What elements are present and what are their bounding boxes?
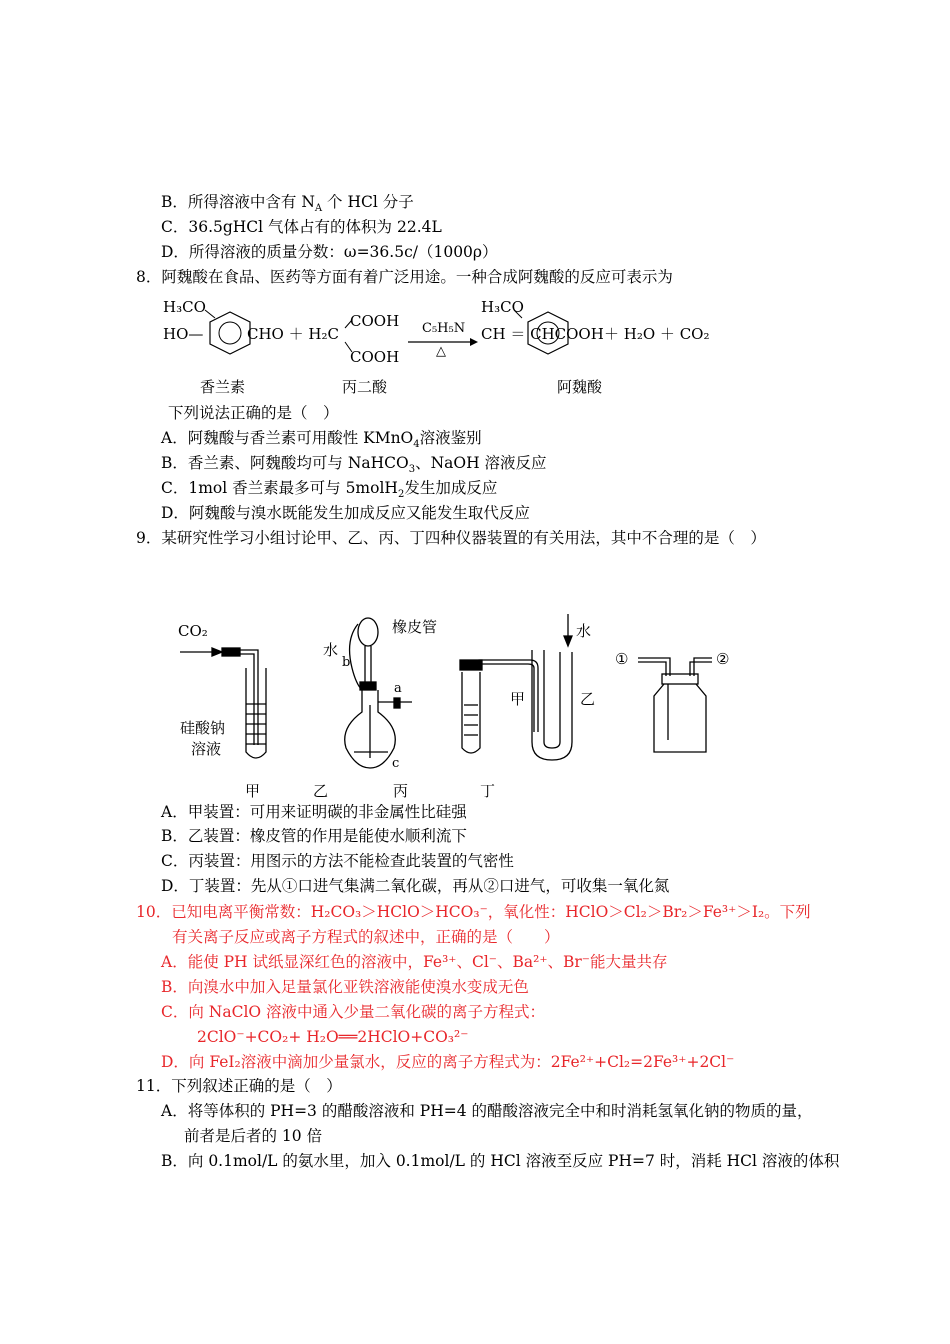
label-jia-inner: 甲 — [510, 690, 526, 708]
q8-option-c: C．1mol 香兰素最多可与 5molH$_2$发生加成反应 — [161, 479, 498, 501]
vanillin-ho: HO— — [163, 325, 204, 343]
label-port-2: ② — [716, 650, 730, 668]
q10-option-c: C．向 NaClO 溶液中通入少量二氧化碳的离子方程式： — [161, 1003, 546, 1021]
label-port-1: ① — [615, 650, 629, 668]
q11-option-a-line1: A．将等体积的 PH=3 的醋酸溶液和 PH=4 的醋酸溶液完全中和时消耗氢氧化钠的物质的量， — [161, 1102, 813, 1120]
q10-stem-line1: 10．已知电离平衡常数：H₂CO₃＞HClO＞HCO₃⁻，氧化性：HClO＞Cl₂＞Br₂＞Fe³⁺＞I₂。下列 — [136, 903, 811, 921]
caption-yi: 乙 — [313, 782, 329, 800]
q9-stem: 9．某研究性学习小组讨论甲、乙、丙、丁四种仪器装置的有关用法，其中不合理的是（ ） — [136, 529, 766, 547]
caption-ding: 丁 — [480, 782, 496, 800]
q10-option-d: D．向 FeI₂溶液中滴加少量氯水，反应的离子方程式为：2Fe²⁺+Cl₂=2Fe³⁺+2Cl⁻ — [161, 1053, 735, 1071]
ferulic-h3co: H₃CO — [481, 298, 524, 316]
q11-option-a-line2: 前者是后者的 10 倍 — [184, 1127, 323, 1145]
label-water: 水 — [323, 641, 339, 659]
label-b: b — [342, 655, 351, 670]
vanillin-h3co: H₃CO — [163, 298, 206, 316]
q9-option-c: C．丙装置：用图示的方法不能检查此装置的气密性 — [161, 852, 514, 870]
label-water-2: 水 — [576, 622, 592, 640]
malonic-cooh-top: COOH — [350, 312, 400, 330]
q8-option-a: A．阿魏酸与香兰素可用酸性 KMnO$_4$溶液鉴别 — [161, 429, 482, 451]
malonic-cooh-bottom: COOH — [350, 348, 400, 366]
label-rubber-tube: 橡皮管 — [392, 618, 438, 636]
caption-jia: 甲 — [245, 782, 261, 800]
q10-option-c-equation: 2ClO⁻+CO₂+ H₂O══2HClO+CO₃²⁻ — [197, 1028, 469, 1046]
q9-option-b: B．乙装置：橡皮管的作用是能使水顺利流下 — [161, 827, 467, 845]
label-a: a — [394, 681, 402, 696]
q7-option-b: B．所得溶液中含有 $N_A$ 个 HCl 分子 — [161, 193, 414, 215]
q9-option-a: A．甲装置：可用来证明碳的非金属性比硅强 — [161, 803, 467, 821]
label-c: c — [392, 756, 400, 771]
label-co2: CO₂ — [178, 622, 208, 640]
ferulic-chain: CH ＝ CHCOOH — [481, 325, 604, 343]
caption-bing: 丙 — [393, 782, 409, 800]
heat-symbol: △ — [436, 344, 446, 359]
vanillin-cho: CHO ＋ H₂C — [247, 325, 339, 343]
q8-option-d: D．阿魏酸与溴水既能发生加成反应又能发生取代反应 — [161, 504, 530, 522]
q10-stem-line2: 有关离子反应或离子方程式的叙述中，正确的是（ ） — [172, 928, 560, 946]
byproducts: ＋ H₂O ＋ CO₂ — [604, 325, 710, 343]
reagent-label: C₅H₅N — [422, 321, 466, 336]
label-silicate: 硅酸钠 — [180, 719, 226, 737]
name-malonic: 丙二酸 — [342, 378, 388, 396]
q7-option-c: C．36.5gHCl 气体占有的体积为 22.4L — [161, 218, 442, 236]
q11-stem: 11．下列叙述正确的是（ ） — [136, 1077, 342, 1095]
q10-option-b: B．向溴水中加入足量氯化亚铁溶液能使溴水变成无色 — [161, 978, 529, 996]
q8-ask: 下列说法正确的是（ ） — [168, 404, 339, 422]
q8-option-b: B．香兰素、阿魏酸均可与 NaHCO$_3$、NaOH 溶液反应 — [161, 454, 547, 476]
q10-option-a: A．能使 PH 试纸显深红色的溶液中，Fe³⁺、Cl⁻、Ba²⁺、Br⁻能大量共存 — [161, 953, 668, 971]
q7-option-d: D．所得溶液的质量分数：ω=36.5c/（1000ρ） — [161, 243, 498, 261]
label-yi-inner: 乙 — [580, 690, 596, 708]
q11-option-b: B．向 0.1mol/L 的氨水里，加入 0.1mol/L 的 HCl 溶液至反应 PH=7 时，消耗 HCl 溶液的体积 — [161, 1152, 840, 1170]
label-solution: 溶液 — [191, 740, 222, 758]
name-ferulic: 阿魏酸 — [557, 378, 603, 396]
q8-stem: 8．阿魏酸在食品、医药等方面有着广泛用途。一种合成阿魏酸的反应可表示为 — [136, 268, 673, 286]
q9-option-d: D．丁装置：先从①口进气集满二氧化碳，再从②口进气，可收集一氧化氮 — [161, 877, 670, 895]
name-vanillin: 香兰素 — [200, 378, 246, 396]
